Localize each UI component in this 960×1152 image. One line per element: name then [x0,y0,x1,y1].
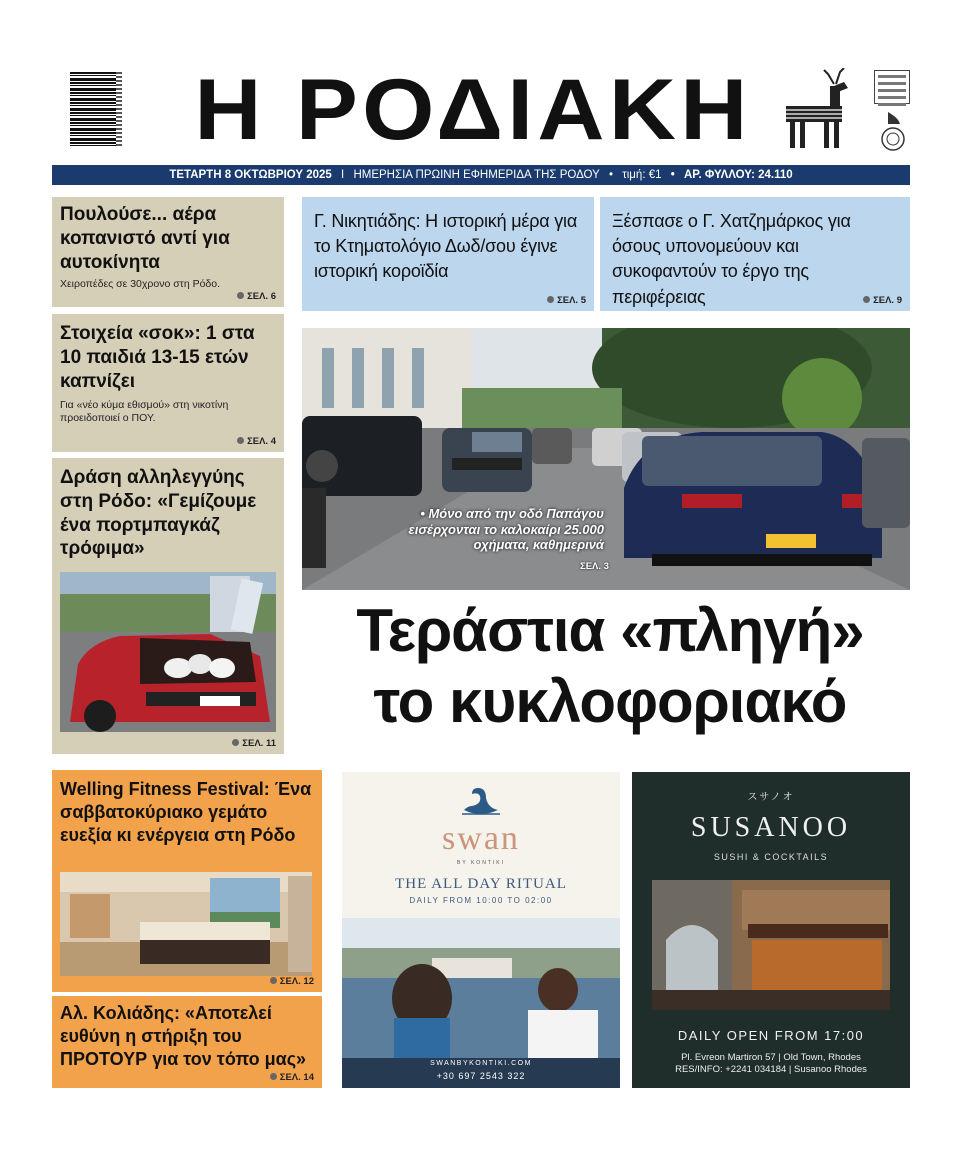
story-hatzimarkos[interactable] [600,197,910,311]
story-fitness-festival[interactable] [52,770,322,992]
page-ref: ΣΕΛ. 4 [237,436,276,447]
page-ref: ΣΕΛ. 14 [270,1072,314,1083]
story-koliadis[interactable] [52,996,322,1088]
susanoo-address: Pl. Evreon Martiron 57 | Old Town, Rhodes [681,1052,861,1063]
main-headline[interactable] [300,596,920,738]
main-headline-line1: Τεράστια «πληγή» [356,597,864,664]
story-cadastre[interactable] [302,197,594,311]
spa-room-photo [60,872,312,976]
story-smoking-kids[interactable] [52,314,284,452]
swan-phone: +30 697 2543 322 [436,1071,526,1081]
page-ref: ΣΕΛ. 9 [863,295,902,306]
old-town-photo [652,880,890,1010]
deer-logo-icon [778,68,850,150]
swan-slogan: THE ALL DAY RITUAL [395,876,567,892]
story-headline: Welling Fitness Festival: Ένα σαββατοκύριακο γεμάτο ευεξία κι ενέργεια στη Ρόδο [60,779,312,846]
swan-hours: DAILY FROM 10:00 TO 02:00 [409,896,553,905]
swan-brand: swan [442,820,520,857]
tagline: ΗΜΕΡΗΣΙΑ ΠΡΩΙΝΗ ΕΦΗΜΕΡΙΔΑ ΤΗΣ ΡΟΔΟΥ [353,169,600,181]
separator: Ι [341,169,345,181]
story-headline: Δράση αλληλεγγύης στη Ρόδο: «Γεμίζουμε ένα πορτμπαγκάζ τρόφιμα» [60,467,257,560]
story-car-fraud[interactable] [52,197,284,307]
story-subtitle: Για «νέο κύμα εθισμού» στη νικοτίνη προειδοποιεί ο ΠΟΥ. [60,399,229,425]
story-subtitle: Χειροπέδες σε 30χρονο στη Ρόδο. [60,278,221,291]
story-headline: Γ. Νικητιάδης: Η ιστορική μέρα για το Κτηματολόγιο Δωδ/σου έγινε ιστορική κοροϊδία [314,211,578,282]
dateline-bar: ΤΕΤΑΡΤΗ 8 ΟΚΤΩΒΡΙΟΥ 2025 Ι ΗΜΕΡΗΣΙΑ ΠΡΩΙΝΗ ΕΦΗΜΕΡΙΔΑ ΤΗΣ ΡΟΔΟΥ • τιμή: €1 • ΑΡ. ΦΥΛΛΟΥ: 24.110 [52,165,910,185]
swan-byline: BY KONTIKI [457,860,505,866]
story-headline: Πουλούσε... αέρα κοπανιστό αντί για αυτοκίνητα [60,204,230,273]
page-ref: ΣΕΛ. 5 [547,295,586,306]
page-ref: ΣΕΛ. 12 [270,976,314,987]
traffic-photo[interactable] [302,328,910,590]
page-ref: ΣΕΛ. 3 [580,561,609,572]
main-headline-line2: το κυκλοφοριακό [373,667,847,735]
swan-website: SWANBYKONTIKI.COM [430,1060,532,1067]
susanoo-reservations: RES/INFO: +2241 034184 | Susanoo Rhodes [675,1064,867,1075]
issue-number: ΑΡ. ΦΥΛΛΟΥ: 24.110 [683,169,793,181]
story-solidarity[interactable] [52,458,284,754]
postage-box [874,70,910,104]
swan-logo-icon [458,782,504,818]
swan-advertisement[interactable] [342,772,620,1088]
photo-caption: • Μόνο από την οδό Παπάγου εισέρχονται το καλοκαίρι 25.000 οχήματα, καθημερινά [408,506,604,553]
susanoo-subtitle: SUSHI & COCKTAILS [713,852,829,862]
susanoo-katakana: スサノオ [747,792,795,803]
susanoo-brand: SUSANOO [690,812,852,843]
price: τιμή: €1 [622,169,662,181]
story-headline: Ξέσπασε ο Γ. Χατζημάρκος για όσους υπονομεύουν και συκοφαντούν το έργο της περιφέρειας [612,211,851,307]
susanoo-hours: DAILY OPEN FROM 17:00 [677,1028,865,1043]
elta-stamp-icon [880,110,906,152]
barcode-icon [70,72,116,148]
susanoo-advertisement[interactable] [632,772,910,1088]
story-headline: Στοιχεία «σοκ»: 1 στα 10 παιδιά 13-15 ετών καπνίζει [60,323,255,392]
page-ref: ΣΕΛ. 11 [232,738,276,749]
car-trunk-photo [60,572,276,732]
page-ref: ΣΕΛ. 6 [237,291,276,302]
newspaper-title: Η ΡΟΔΙΑΚΗ [194,62,752,158]
issue-date: ΤΕΤΑΡΤΗ 8 ΟΚΤΩΒΡΙΟΥ 2025 [169,169,332,181]
story-headline: Αλ. Κολιάδης: «Αποτελεί ευθύνη η στήριξη του ΠΡΟΤΟΥΡ για τον τόπο μας» [60,1003,307,1070]
masthead [52,62,910,158]
